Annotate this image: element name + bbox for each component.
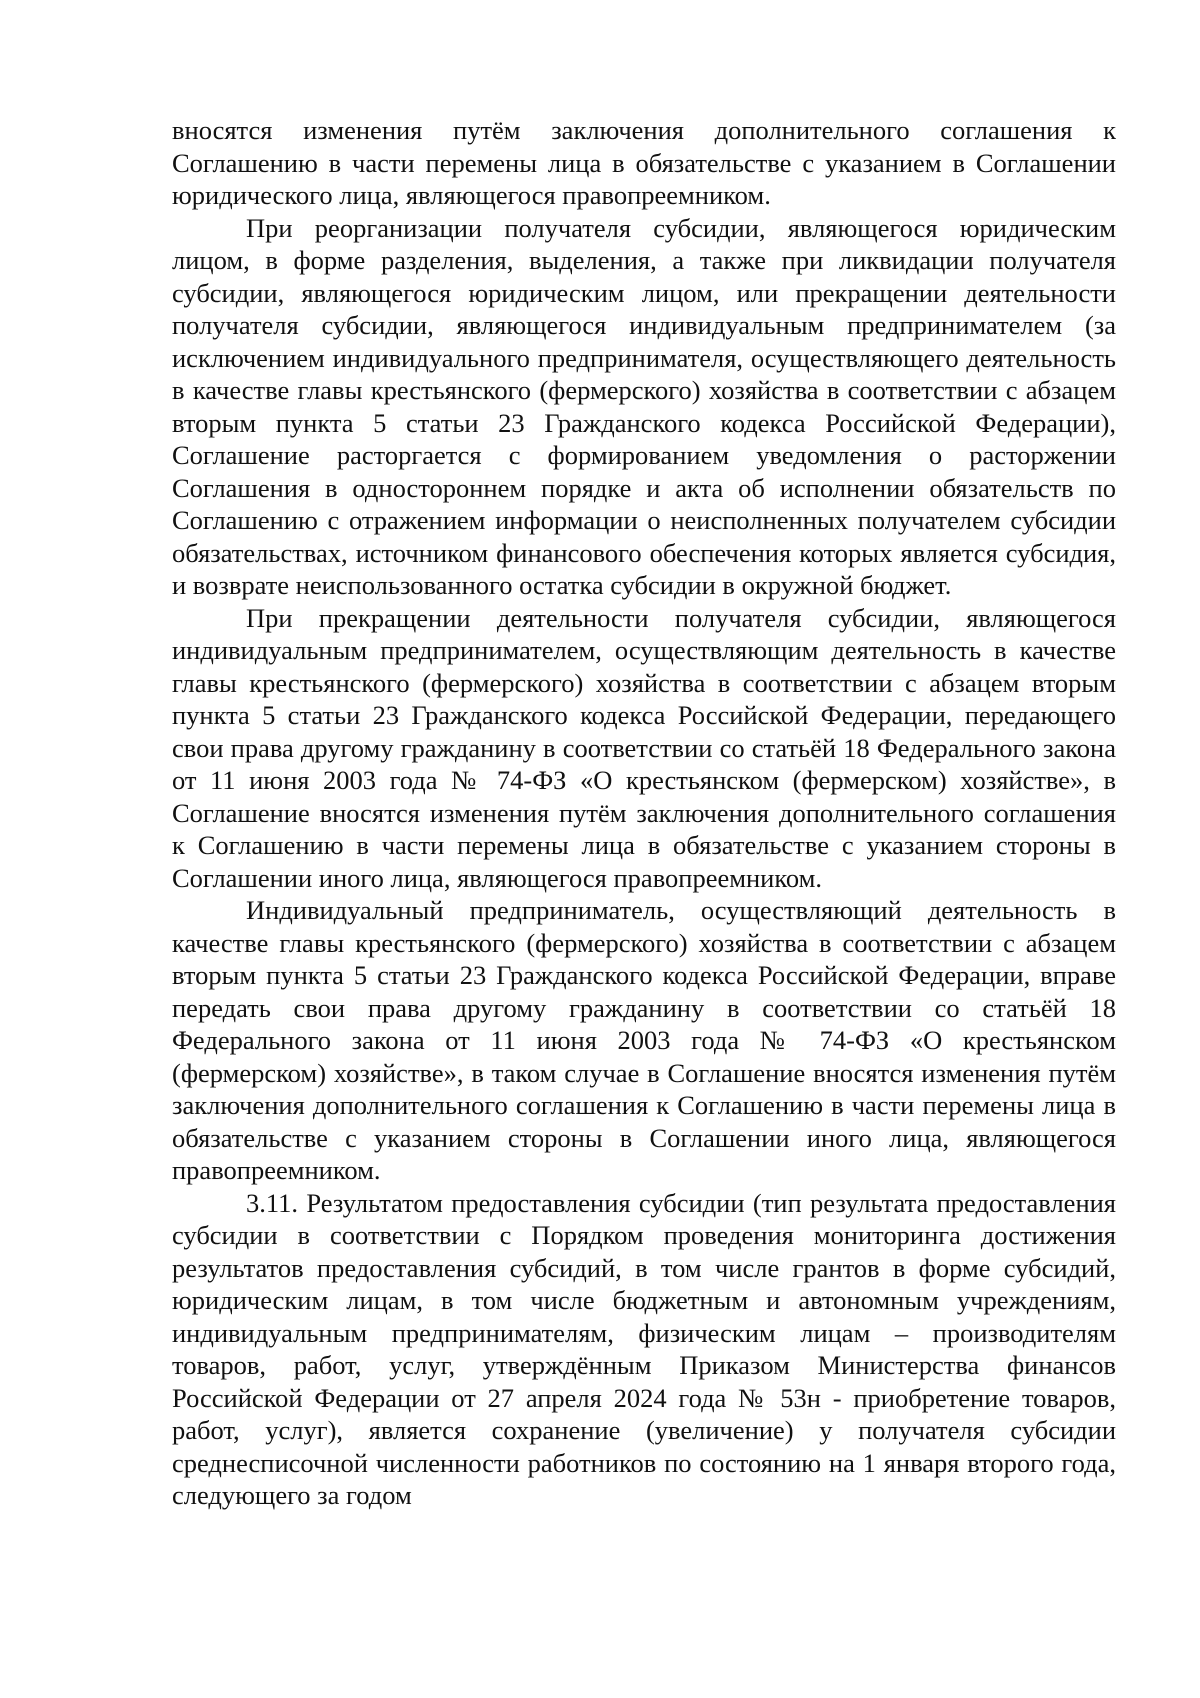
paragraph-continuation: вносятся изменения путём заключения дополнительного соглашения к Соглашению в части перемены лица в обязательстве с указанием в Соглашении юридического лица, являющегося правопреемником. <box>172 115 1116 210</box>
paragraph-termination-farm-head: При прекращении деятельности получателя субсидии, являющегося индивидуальным предпринимателем, осуществляющим деятельность в качестве главы крестьянского (фермерского) хозяйства в соответствии с абзацем вторым пункта 5 статьи 23 Гражданского кодекса Российской Федерации, передающего свои права другому гражданину в соответствии со статьёй 18 Федерального закона от 11 июня 2003 года № 74-ФЗ «О крестьянском (фермерском) хозяйстве», в Соглашение вносятся изменения путём заключения дополнительного соглашения к Соглашению в части перемены лица в обязательстве с указанием стороны в Соглашении иного лица, являющегося правопреемником. <box>172 602 1116 893</box>
paragraph-reorganization: При реорганизации получателя субсидии, являющегося юридическим лицом, в форме разделения, выделения, а также при ликвидации получателя субсидии, являющегося юридическим лицом, или прекращении деятельности получателя субсидии, являющегося индивидуальным предпринимателем (за исключением индивидуального предпринимателя, осуществляющего деятельность в качестве главы крестьянского (фермерского) хозяйства в соответствии с абзацем вторым пункта 5 статьи 23 Гражданского кодекса Российской Федерации), Соглашение расторгается с формированием уведомления о расторжении Соглашения в одностороннем порядке и акта об исполнении обязательств по Соглашению с отражением информации о неисполненных получателем субсидии обязательствах, источником финансового обеспечения которых является субсидия, и возврате неиспользованного остатка субсидии в окружной бюджет. <box>172 212 1116 600</box>
paragraph-clause-3-11: 3.11. Результатом предоставления субсидии (тип результата предоставления субсидии в соответствии с Порядком проведения мониторинга достижения результатов предоставления субсидий, в том числе грантов в форме субсидий, юридическим лицам, в том числе бюджетным и автономным учреждениям, индивидуальным предпринимателям, физическим лицам – производителям товаров, работ, услуг, утверждённым Приказом Министерства финансов Российской Федерации от 27 апреля 2024 года № 53н - приобретение товаров, работ, услуг), является сохранение (увеличение) у получателя субсидии среднесписочной численности работников по состоянию на 1 января второго года, следующего за годом <box>172 1187 1116 1510</box>
paragraph-rights-transfer: Индивидуальный предприниматель, осуществляющий деятельность в качестве главы крестьянского (фермерского) хозяйства в соответствии с абзацем вторым пункта 5 статьи 23 Гражданского кодекса Российской Федерации, вправе передать свои права другому гражданину в соответствии со статьёй 18 Федерального закона от 11 июня 2003 года № 74-ФЗ «О крестьянском (фермерском) хозяйстве», в таком случае в Соглашение вносятся изменения путём заключения дополнительного соглашения к Соглашению в части перемены лица в обязательстве с указанием стороны в Соглашении иного лица, являющегося правопреемником. <box>172 895 1116 1185</box>
document-body <box>172 114 1116 1512</box>
